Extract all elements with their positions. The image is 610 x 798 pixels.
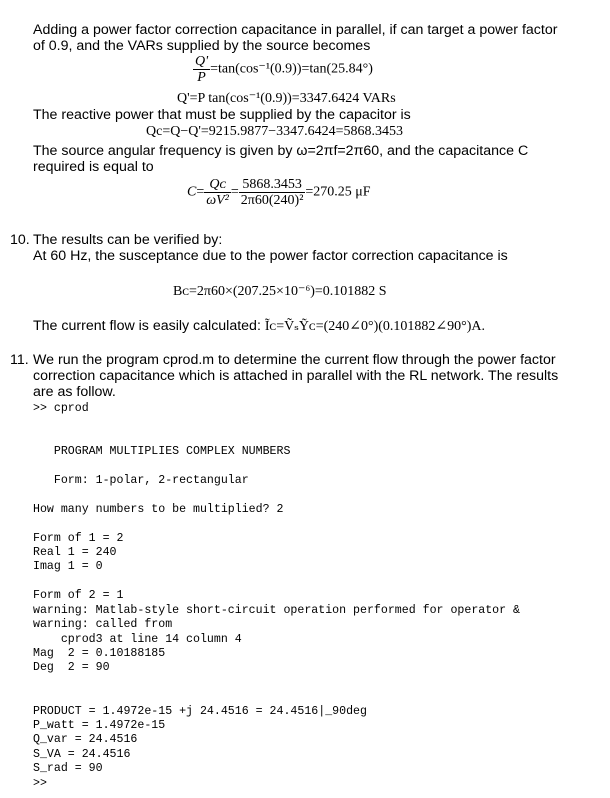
- text-line: The reactive power that must be supplied by the capacitor is: [33, 107, 411, 123]
- console-line: Deg 2 = 90: [33, 661, 110, 675]
- text-line: The current flow is easily calculated:: [33, 318, 265, 334]
- text-line: are as follow.: [33, 384, 116, 400]
- text-line: We run the program cprod.m to determine the current flow through the power factor: [33, 352, 556, 368]
- numerator: Q': [195, 54, 209, 69]
- fraction-numeric: [239, 177, 306, 208]
- equation-susceptance: [173, 283, 387, 300]
- equation-text: Qс=Q−Q'=9215.9877−3347.6424=5868.3453: [146, 124, 404, 139]
- text-line: The source angular frequency is given by ω=2πf=2π60, and the capacitance C: [33, 143, 529, 159]
- console-line: [33, 690, 520, 704]
- denominator: P: [197, 70, 206, 85]
- paragraph-reactive-power: [33, 107, 411, 123]
- console-line: Q_var = 24.4516: [33, 733, 138, 747]
- equation-text: Q'=P tan(cos⁻¹(0.9))=3347.6424 VARs: [177, 91, 396, 106]
- text-line: required is equal to: [33, 159, 154, 175]
- console-line: Real 1 = 240: [33, 546, 117, 560]
- console-line: [33, 517, 520, 531]
- paragraph-pf-correction: [33, 22, 557, 54]
- console-output: [33, 402, 520, 791]
- item-number-10: 10.: [10, 232, 30, 248]
- text-line: correction capacitance which is attached in parallel with the RL network. The results: [33, 368, 559, 384]
- text-line: At 60 Hz, the susceptance due to the power factor correction capacitance is: [33, 248, 508, 264]
- item-number-11: 11.: [10, 352, 29, 368]
- console-line: [33, 416, 520, 430]
- equation-text: Bᴄ=2π60×(207.25×10⁻⁶)=0.101882 S: [173, 284, 387, 299]
- console-line: S_VA = 24.4516: [33, 747, 131, 761]
- console-line: Form of 2 = 1: [33, 589, 124, 603]
- list-item-11: [33, 352, 558, 400]
- console-line: PROGRAM MULTIPLIES COMPLEX NUMBERS: [33, 445, 291, 459]
- console-line: S_rad = 90: [33, 762, 103, 776]
- console-line: P_watt = 1.4972e-15: [33, 718, 166, 732]
- console-line: [33, 575, 520, 589]
- console-line: [33, 460, 520, 474]
- console-line: warning: Matlab-style short-circuit operation performed for operator &: [33, 603, 521, 617]
- equation-current: Ĩᴄ=ṼₛỸᴄ=(240∠0°)(0.101882∠90°)A.: [264, 319, 486, 334]
- console-line: Form of 1 = 2: [33, 531, 124, 545]
- text-line: The results can be verified by:: [33, 232, 223, 248]
- paragraph-angular-frequency: [33, 143, 528, 175]
- console-line: [33, 676, 520, 690]
- console-line: [33, 488, 520, 502]
- equation-tan-ratio: [193, 54, 373, 85]
- numerator: Qᴄ: [204, 177, 231, 193]
- list-item-10: [33, 232, 508, 264]
- console-line: Imag 1 = 0: [33, 560, 103, 574]
- console-line: >>: [33, 776, 47, 790]
- console-line: Mag 2 = 0.10188185: [33, 646, 166, 660]
- console-line: How many numbers to be multiplied? 2: [33, 502, 284, 516]
- console-line: >> cprod: [33, 402, 89, 415]
- fraction: [193, 54, 210, 85]
- console-line: [33, 431, 520, 445]
- console-line: Form: 1-polar, 2-rectangular: [33, 474, 249, 488]
- text-line: Adding a power factor correction capacitance in parallel, if can target a power factor: [33, 22, 558, 38]
- paragraph-current-flow: [33, 318, 485, 335]
- numerator: 5868.3453: [239, 177, 306, 193]
- console-line: PRODUCT = 1.4972e-15 +j 24.4516 = 24.4516|_90deg: [33, 704, 367, 718]
- denominator: 2π60(240)²: [240, 193, 304, 208]
- equation-rhs: =270.25 μF: [305, 184, 371, 200]
- equation-rhs: =tan(cos⁻¹(0.9))=tan(25.84°): [210, 61, 373, 77]
- console-line: cprod3 at line 14 column 4: [33, 632, 242, 646]
- equation-capacitance: C= $\frac{\text{Qᴄ}}{\text{ωV²}}$ = $\frac{5868.3453}{\text{2π60(240)²}}$ =270.25 μF: [187, 177, 371, 208]
- text-line: of 0.9, and the VARs supplied by the source becomes: [33, 38, 371, 54]
- console-line: warning: called from: [33, 618, 173, 632]
- equation-qc: [146, 124, 403, 140]
- equation-q-prime: [177, 90, 396, 107]
- fraction-symbolic: [204, 177, 231, 208]
- denominator: ωV²: [206, 193, 229, 208]
